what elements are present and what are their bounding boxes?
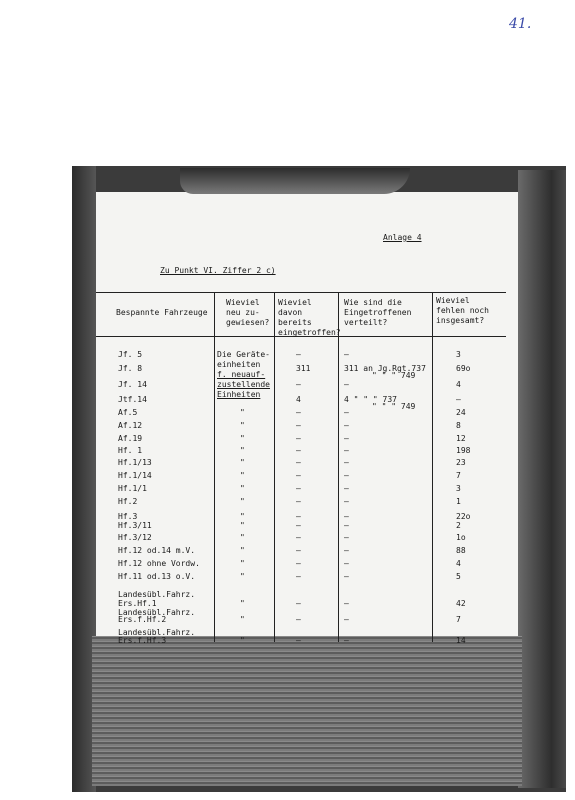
- row-verteilt: –: [344, 615, 349, 624]
- row-label: Ers.f.Hf.2: [118, 615, 167, 624]
- section-heading: Zu Punkt VI. Ziffer 2 c): [160, 266, 276, 275]
- row-fehlen: –: [456, 395, 461, 404]
- scan-bottom-noise: [92, 636, 522, 786]
- row-fehlen: 7: [456, 471, 461, 480]
- col-divider-2: [274, 292, 275, 642]
- row-neu-zugewiesen: ": [240, 572, 245, 581]
- header-verteilt: Wie sind die Eingetroffenen verteilt?: [344, 298, 412, 327]
- row-verteilt: –: [344, 521, 349, 530]
- row-eingetroffen: –: [296, 446, 301, 455]
- row-label: Jf. 14: [118, 380, 147, 389]
- row-verteilt: –: [344, 636, 349, 645]
- row-fehlen: 3: [456, 350, 461, 359]
- col-divider-3: [338, 292, 339, 642]
- folio-number: 41.: [509, 16, 532, 32]
- row-verteilt: –: [344, 497, 349, 506]
- row-verteilt: –: [344, 446, 349, 455]
- row-verteilt: –: [344, 546, 349, 555]
- row-verteilt: " " " 749: [372, 402, 416, 411]
- row-eingetroffen: –: [296, 636, 301, 645]
- row-label: Hf.1/13: [118, 458, 152, 467]
- row-neu-zugewiesen: ": [240, 408, 245, 417]
- header-fahrzeuge: Bespannte Fahrzeuge: [116, 308, 208, 317]
- row-eingetroffen: –: [296, 599, 301, 608]
- row-eingetroffen: –: [296, 471, 301, 480]
- row-verteilt: 311 an Jg.Rgt.737: [344, 364, 426, 373]
- row-fehlen: 88: [456, 546, 466, 555]
- row-verteilt: –: [344, 559, 349, 568]
- row-verteilt: –: [344, 599, 349, 608]
- row-neu-zugewiesen: ": [240, 533, 245, 542]
- row-neu-zugewiesen: ": [240, 521, 245, 530]
- row-label: Hf.3: [118, 512, 138, 521]
- row-eingetroffen: –: [296, 615, 301, 624]
- row-eingetroffen: –: [296, 484, 301, 493]
- row-label: Hf. 1: [118, 446, 143, 455]
- row-fehlen: 42: [456, 599, 466, 608]
- row-verteilt: –: [344, 484, 349, 493]
- row-eingetroffen: –: [296, 559, 301, 568]
- row-fehlen: 1o: [456, 533, 466, 542]
- row-label: Landesübl.Fahrz.: [118, 590, 196, 599]
- row-label: Hf.2: [118, 497, 138, 506]
- table-top-rule: [96, 292, 506, 293]
- row-fehlen: 4: [456, 380, 461, 389]
- row-neu-zugewiesen: ": [240, 546, 245, 555]
- row-label: Ers.f.Hf.3: [118, 636, 167, 645]
- row-neu-zugewiesen: ": [240, 599, 245, 608]
- row-eingetroffen: –: [296, 572, 301, 581]
- row-verteilt: –: [344, 533, 349, 542]
- row-eingetroffen: 311: [296, 364, 311, 373]
- row-label: Af.19: [118, 434, 143, 443]
- row-fehlen: 69o: [456, 364, 471, 373]
- row-verteilt: –: [344, 421, 349, 430]
- row-verteilt: –: [344, 458, 349, 467]
- row-verteilt: –: [344, 572, 349, 581]
- row-label: Hf.3/11: [118, 521, 152, 530]
- row-eingetroffen: 4: [296, 395, 301, 404]
- document-sheet: [96, 192, 518, 637]
- row-verteilt: 4 " " " 737: [344, 395, 397, 404]
- scan-edge-right: [518, 170, 566, 788]
- row-label: Jf. 5: [118, 350, 143, 359]
- row-eingetroffen: –: [296, 434, 301, 443]
- row-verteilt: –: [344, 434, 349, 443]
- row-verteilt: –: [344, 380, 349, 389]
- row-neu-zugewiesen: ": [240, 512, 245, 521]
- row-fehlen: 198: [456, 446, 471, 455]
- row-verteilt: –: [344, 471, 349, 480]
- row-label: Hf.12 ohne Vordw.: [118, 559, 200, 568]
- row-fehlen: 3: [456, 484, 461, 493]
- row-fehlen: 2: [456, 521, 461, 530]
- col-divider-1: [214, 292, 215, 642]
- header-fehlen: Wieviel fehlen noch insgesamt?: [436, 296, 489, 325]
- row-verteilt: " " " 749: [372, 371, 416, 380]
- header-neu-zugewiesen: Wieviel neu zu- gewiesen?: [226, 298, 270, 327]
- row-label: Hf.12 od.14 m.V.: [118, 546, 196, 555]
- row-label: Af.12: [118, 421, 143, 430]
- row-eingetroffen: –: [296, 380, 301, 389]
- row-label: Af.5: [118, 408, 138, 417]
- row-neu-zugewiesen: ": [240, 484, 245, 493]
- row-fehlen: 1: [456, 497, 461, 506]
- row-label: Landesübl.Fahrz.: [118, 628, 196, 637]
- row-verteilt: –: [344, 408, 349, 417]
- row-fehlen: 12: [456, 434, 466, 443]
- row-neu-zugewiesen: ": [240, 636, 245, 645]
- row-verteilt: –: [344, 512, 349, 521]
- row-neu-zugewiesen: ": [240, 497, 245, 506]
- row-fehlen: 24: [456, 408, 466, 417]
- row-neu-zugewiesen: ": [240, 434, 245, 443]
- row-label: Jf. 8: [118, 364, 143, 373]
- note-geraeteeinheiten: Die Geräte- einheiten f. neuauf- zustellende Einheiten: [217, 350, 270, 399]
- row-label: Hf.1/14: [118, 471, 152, 480]
- row-neu-zugewiesen: ": [240, 421, 245, 430]
- row-neu-zugewiesen: ": [240, 471, 245, 480]
- row-eingetroffen: –: [296, 421, 301, 430]
- row-label: Hf.11 od.13 o.V.: [118, 572, 196, 581]
- row-fehlen: 22o: [456, 512, 471, 521]
- row-label: Hf.3/12: [118, 533, 152, 542]
- row-fehlen: 4: [456, 559, 461, 568]
- anlage-label: Anlage 4: [383, 233, 422, 242]
- row-eingetroffen: –: [296, 533, 301, 542]
- row-label: Jtf.14: [118, 395, 147, 404]
- row-eingetroffen: –: [296, 512, 301, 521]
- row-fehlen: 23: [456, 458, 466, 467]
- header-eingetroffen: Wieviel davon bereits eingetroffen?: [278, 298, 341, 337]
- row-label: Ers.Hf.1: [118, 599, 157, 608]
- row-fehlen: 14: [456, 636, 466, 645]
- row-neu-zugewiesen: ": [240, 458, 245, 467]
- row-neu-zugewiesen: ": [240, 615, 245, 624]
- row-label: Landesübl.Fahrz.: [118, 608, 196, 617]
- col-divider-4: [432, 292, 433, 642]
- row-label: Hf.1/1: [118, 484, 147, 493]
- row-verteilt: –: [344, 350, 349, 359]
- row-eingetroffen: –: [296, 546, 301, 555]
- row-neu-zugewiesen: ": [240, 446, 245, 455]
- row-neu-zugewiesen: ": [240, 559, 245, 568]
- row-fehlen: 5: [456, 572, 461, 581]
- row-eingetroffen: –: [296, 408, 301, 417]
- row-eingetroffen: –: [296, 497, 301, 506]
- row-fehlen: 7: [456, 615, 461, 624]
- row-fehlen: 8: [456, 421, 461, 430]
- row-eingetroffen: –: [296, 458, 301, 467]
- row-eingetroffen: –: [296, 521, 301, 530]
- scan-top-shadow: [180, 168, 410, 194]
- row-eingetroffen: –: [296, 350, 301, 359]
